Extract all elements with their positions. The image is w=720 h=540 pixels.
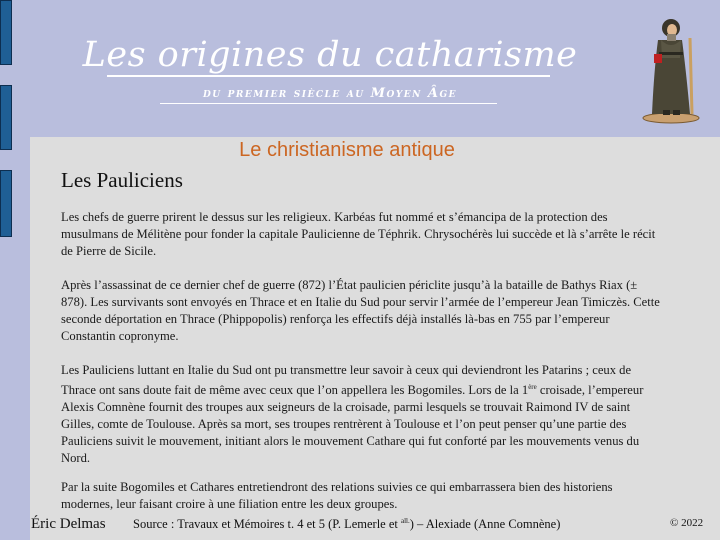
paragraph-3-text-continued: croisade, l’empereur Alexis Comnène fournit des troupes aux seigneurs de la croisade, parmi lesquels se trouvait Raimond IV de saint Gilles, comte de Toulouse. Après sa mort, ses troupes rentrèrent à Toulouse et l’on peut penser qu’une partie des Pauliciens suivit le mouvement, initiant alors le mouvement Cathare qui fut conforté par les mouvements venus du Nord.	[61, 383, 644, 466]
side-tab-3	[0, 170, 12, 237]
paragraph-1: Les chefs de guerre prirent le dessus sur les religieux. Karbéas fut nommé et s’émancipa de la protection des musulmans de Mélitène pour fonder la capitale Paulicienne de Téphrik. Chrysochérès lui succède et là s’arrête le récit de Pierre de Sicile.	[61, 210, 656, 258]
subtitle-underline	[160, 103, 497, 104]
slide-subtitle: du premier siècle au Moyen Âge	[202, 86, 458, 101]
source-text: Source : Travaux et Mémoires t. 4 et 5 (P. Lemerle et	[133, 517, 401, 532]
copyright-notice: © 2022	[670, 517, 704, 529]
cathar-figure-illustration	[636, 10, 706, 125]
paragraph-2: Après l’assassinat de ce dernier chef de guerre (872) l’État paulicien périclite jusqu’à la bataille de Bathys Riax (± 878). Les survivants sont envoyés en Thrace et en Italie du Sud pour servir l’armée de l’empereur Jean Timiczès. Cette seconde déportation en Thrace (Phippopolis) renforça les effectifs déjà installés là-bas en 755 par l’empereur Constantin copronyme.	[61, 278, 660, 343]
source-citation	[133, 517, 560, 532]
section-title: Le christianisme antique	[239, 139, 455, 161]
author-name: Éric Delmas	[31, 516, 106, 532]
source-text-end: ) – Alexiade (Anne Comnène)	[409, 517, 561, 532]
paragraph-heading: Les Pauliciens	[61, 168, 183, 192]
title-underline	[107, 75, 550, 77]
paragraph-3-text: Les Pauliciens luttant en Italie du Sud ont pu transmettre leur savoir à ceux qui deviendront les Patarins ; ceux de Thrace ont sans doute fait de même avec ceux que l’on appellera les Bogomiles. Lors de la 1	[61, 363, 632, 398]
paragraph-3	[61, 362, 661, 467]
source-superscript: all.	[401, 517, 410, 525]
superscript-ere: ère	[528, 383, 537, 391]
slide-title: Les origines du catharisme	[82, 35, 578, 75]
paragraph-4: Par la suite Bogomiles et Cathares entretiendront des relations suivies ce qui embarrassera bien des historiens modernes, leur faisant croire à une filiation entre les deux groupes.	[61, 480, 613, 511]
